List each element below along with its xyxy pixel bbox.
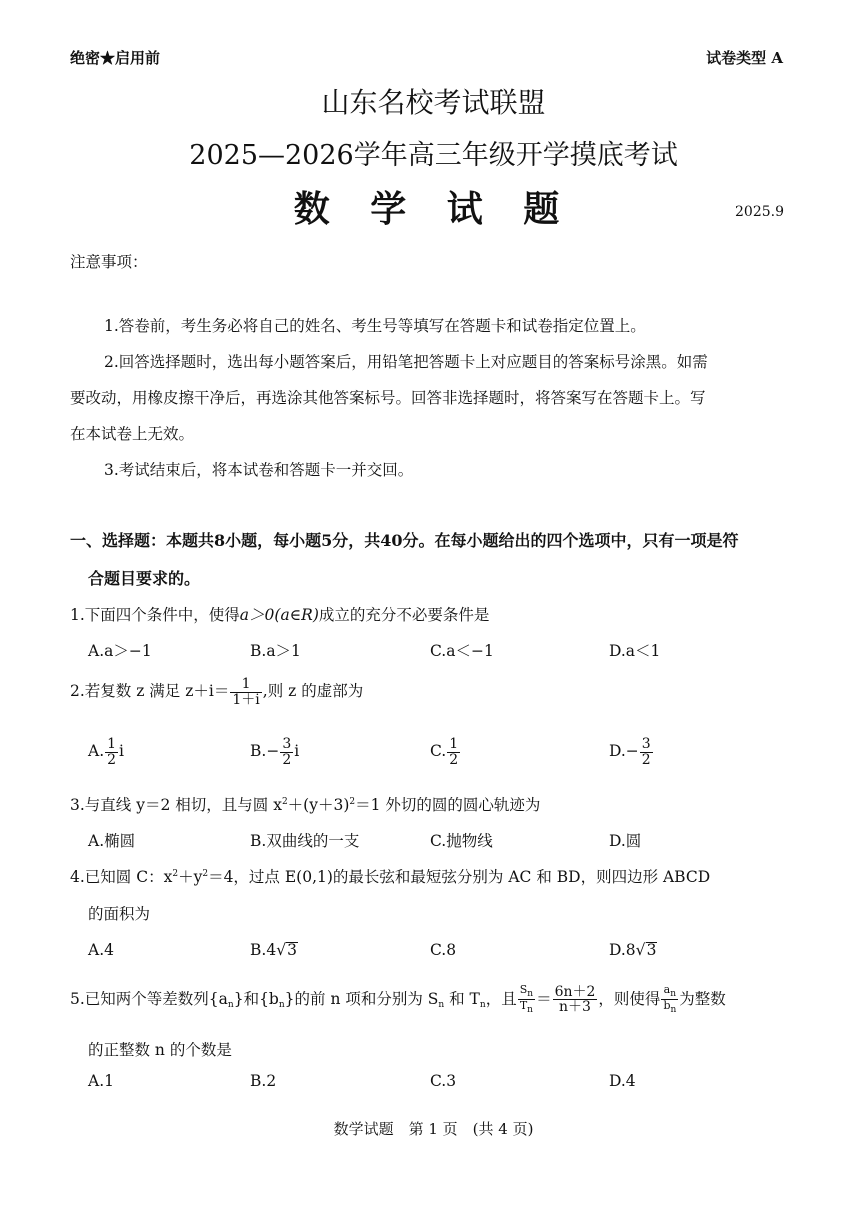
question-5-option-d: D.4: [609, 1072, 636, 1090]
section-heading-line2: 合题目要求的。: [88, 569, 201, 588]
question-3-stem: 3.与直线 y＝2 相切，且与圆 $x^2+(y+3)^2=1$ 外切的圆的圆心轨迹为: [70, 796, 541, 814]
question-5-option-a: A.1: [88, 1072, 114, 1090]
question-2-stem: 2.若复数 z 满足 z＋i＝ $\frac{1}{1+i}$ ,则 z 的虚部为: [70, 676, 364, 708]
question-4-stem: 4.已知圆 C：$x^2+y^2=4$，过点 E(0,1)的最长弦和最短弦分别为 AC 和 BD，则四边形 ABCD: [70, 868, 711, 886]
notice-title: 注意事项：: [70, 253, 148, 271]
question-3-option-d: D.圆: [609, 832, 642, 850]
question-3-option-b: B.双曲线的一支: [250, 832, 360, 850]
question-5-option-b: B.2: [250, 1072, 277, 1090]
question-5-option-c: C.3: [430, 1072, 457, 1090]
notice-item-2-line2: 要改动，用橡皮擦干净后，再选涂其他答案标号。回答非选择题时，将答案写在答题卡上。写: [70, 389, 706, 407]
question-4-option-d: D.8√3: [609, 941, 657, 959]
exam-date: 2025.9: [735, 204, 784, 220]
question-4-option-a: A.4: [88, 941, 114, 959]
exam-title: 2025—2026学年高三年级开学摸底考试: [189, 140, 678, 171]
question-2-option-a: A. $\frac{1}{2}$ i: [88, 736, 125, 768]
question-5-stem: 5.已知两个等差数列$\{a_n\}$和$\{b_n\}$的前 n 项和分别为 $S_n$ 和 $T_n$，且 $\frac{S_n}{T_n}$ ＝ $\frac{6n+2}{n+3}$ ，则使得 $\frac{a_n}{b_n}$ 为整数: [70, 983, 726, 1016]
question-4-option-b: B.4√3: [250, 941, 297, 959]
question-1-stem: 1.下面四个条件中，使得a＞0(a∈R)成立的充分不必要条件是: [70, 606, 490, 624]
question-3-option-c: C.抛物线: [430, 832, 493, 850]
question-1-option-b: B.a＞1: [250, 642, 301, 660]
question-5-stem-cont: 的正整数 n 的个数是: [88, 1041, 232, 1059]
question-2-option-c: C. $\frac{1}{2}$: [430, 736, 459, 768]
question-1-option-d: D.a＜1: [609, 642, 661, 660]
question-1-option-c: C.a＜−1: [430, 642, 494, 660]
page-footer: 数学试题 第 1 页 (共 4 页): [333, 1120, 534, 1138]
confidential-label: 绝密★启用前: [70, 49, 161, 67]
notice-item-2-line1: 2.回答选择题时，选出每小题答案后，用铅笔把答题卡上对应题目的答案标号涂黑。如需: [104, 353, 708, 371]
question-2-option-d: D.− $\frac{3}{2}$: [609, 736, 651, 768]
question-2-option-b: B.− $\frac{3}{2}$ i: [250, 736, 300, 768]
section-heading-line1: 一、选择题：本题共8小题，每小题5分，共40分。在每小题给出的四个选项中，只有一项是符: [70, 531, 739, 550]
notice-item-3: 3.考试结束后，将本试卷和答题卡一并交回。: [104, 461, 414, 479]
notice-item-2-line3: 在本试卷上无效。: [70, 425, 195, 443]
alliance-title: 山东名校考试联盟: [321, 86, 546, 119]
question-4-stem-cont: 的面积为: [88, 905, 151, 923]
subject-title: 数 学 试 题: [293, 188, 574, 230]
paper-type-label: 试卷类型 A: [706, 49, 783, 67]
notice-item-1: 1.答卷前，考生务必将自己的姓名、考生号等填写在答题卡和试卷指定位置上。: [104, 317, 646, 335]
question-1-option-a: A.a＞−1: [88, 642, 152, 660]
question-4-option-c: C.8: [430, 941, 457, 959]
question-3-option-a: A.椭圆: [88, 832, 136, 850]
